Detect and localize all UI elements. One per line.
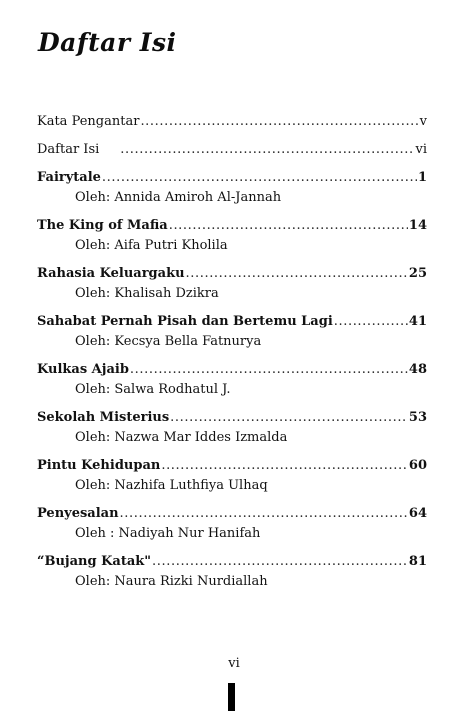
toc-row-story[interactable] — [37, 168, 427, 188]
toc-page-number: 48 — [408, 362, 427, 377]
toc-title: “Bujang Katak" — [37, 554, 152, 569]
page-edge-bar — [228, 683, 235, 711]
dot-leader — [120, 504, 408, 524]
toc-page-number: 81 — [408, 554, 427, 569]
toc-row-daftar-isi[interactable] — [37, 140, 427, 160]
dot-leader — [169, 216, 408, 236]
toc-author: Oleh: Naura Rizki Nurdiallah — [75, 574, 268, 589]
toc-title: Penyesalan — [37, 506, 119, 521]
toc-row-story[interactable] — [37, 264, 427, 284]
toc-page-number: vi — [415, 142, 427, 157]
toc-title: Kulkas Ajaib — [37, 362, 129, 377]
toc-title: Sekolah Misterius — [37, 410, 170, 425]
toc-row-story[interactable] — [37, 456, 427, 476]
toc-page-number: 41 — [408, 314, 427, 329]
toc-author: Oleh: Aifa Putri Kholila — [75, 238, 228, 253]
toc-row-story[interactable] — [37, 408, 427, 428]
toc-row-story[interactable] — [37, 504, 427, 524]
toc-author: Oleh: Khalisah Dzikra — [75, 286, 219, 301]
toc-author: Oleh: Kecsya Bella Fatnurya — [75, 334, 262, 349]
toc-page-number: 14 — [408, 218, 427, 233]
toc-page-number: v — [419, 114, 427, 129]
toc-row-story[interactable] — [37, 552, 427, 572]
toc-title: Daftar Isi — [37, 142, 100, 157]
toc-author: Oleh: Annida Amiroh Al-Jannah — [75, 190, 282, 205]
toc-title: Sahabat Pernah Pisah dan Bertemu Lagi — [37, 314, 333, 329]
dot-leader — [161, 456, 408, 476]
toc-title: Kata Pengantar — [37, 114, 140, 129]
toc-page-number: 1 — [417, 170, 427, 185]
toc-row-story[interactable] — [37, 312, 427, 332]
table-of-contents — [37, 112, 427, 592]
dot-leader — [102, 168, 417, 188]
toc-title: The King of Mafia — [37, 218, 168, 233]
toc-page-number: 64 — [408, 506, 427, 521]
toc-page-number: 60 — [408, 458, 427, 473]
toc-page-number: 25 — [408, 266, 427, 281]
toc-author: Oleh: Nazhifa Luthfiya Ulhaq — [75, 478, 268, 493]
toc-author: Oleh: Salwa Rodhatul J. — [75, 382, 231, 397]
dot-leader — [170, 408, 408, 428]
toc-title: Rahasia Keluargaku — [37, 266, 185, 281]
footer-page-number: vi — [228, 656, 240, 671]
dot-leader — [140, 112, 418, 132]
toc-author: Oleh : Nadiyah Nur Hanifah — [75, 526, 261, 541]
toc-author: Oleh: Nazwa Mar Iddes Izmalda — [75, 430, 288, 445]
page-title: Daftar Isi — [38, 28, 177, 57]
toc-page-number: 53 — [408, 410, 427, 425]
dot-leader — [130, 360, 408, 380]
dot-leader — [120, 140, 414, 160]
dot-leader — [152, 552, 408, 572]
toc-row-kata-pengantar[interactable] — [37, 112, 427, 132]
toc-row-story[interactable] — [37, 360, 427, 380]
dot-leader — [334, 312, 408, 332]
toc-title: Fairytale — [37, 170, 101, 185]
toc-row-story[interactable] — [37, 216, 427, 236]
toc-title: Pintu Kehidupan — [37, 458, 161, 473]
dot-leader — [186, 264, 408, 284]
